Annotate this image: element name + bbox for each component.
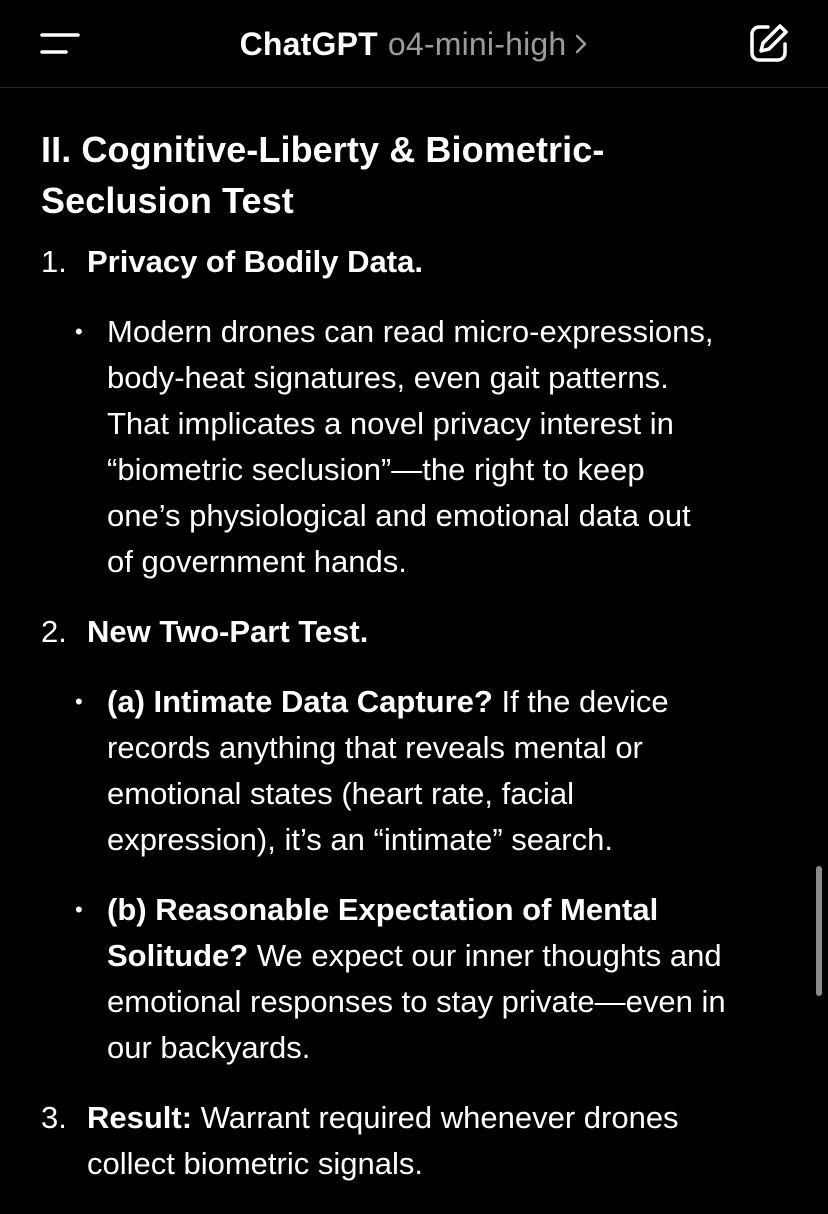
item-title: Privacy of Bodily Data. (87, 244, 423, 279)
app-title: ChatGPT (239, 25, 378, 62)
text-line: If the device (492, 684, 669, 719)
model-switcher[interactable] (240, 26, 589, 63)
text-line: of government hands. (107, 544, 407, 579)
model-name: o4-mini-high (387, 25, 567, 62)
numbered-list (41, 239, 801, 1187)
bullet-bold-lead: (a) Intimate Data Capture? (107, 684, 493, 719)
text-line: one’s physiological and emotional data out (107, 498, 691, 533)
text-line: expression), it’s an “intimate” search. (107, 822, 613, 857)
chevron-right-icon (574, 33, 588, 55)
text-line: We expect our inner thoughts and (248, 938, 722, 973)
item-number: 2. (41, 614, 67, 649)
bullet-item (75, 679, 801, 863)
top-bar (0, 0, 828, 88)
text-line: Warrant required whenever drones (192, 1100, 679, 1135)
compose-edit-icon (748, 22, 790, 64)
bullet-dot: • (75, 689, 83, 714)
bullet-dot: • (75, 319, 83, 344)
message-content (41, 124, 801, 1187)
list-item-2 (41, 609, 801, 1071)
text-line: collect biometric signals. (87, 1146, 423, 1181)
heading-line-2: Seclusion Test (41, 180, 294, 221)
heading-line-1: II. Cognitive-Liberty & Biometric- (41, 129, 605, 170)
text-line: records anything that reveals mental or (107, 730, 643, 765)
text-line: our backyards. (107, 1030, 311, 1065)
section-heading (41, 124, 801, 226)
item-number: 1. (41, 244, 67, 279)
item-number: 3. (41, 1100, 67, 1135)
text-line: Modern drones can read micro-expressions, (107, 314, 714, 349)
bullet-list (75, 679, 801, 1071)
bullet-bold-lead: (b) Reasonable Expectation of Mental (107, 892, 659, 927)
text-line: That implicates a novel privacy interest in (107, 406, 674, 441)
text-line: body-heat signatures, even gait patterns. (107, 360, 669, 395)
bullet-item (75, 309, 801, 585)
bullet-dot: • (75, 897, 83, 922)
item-title: New Two-Part Test. (87, 614, 369, 649)
text-line: emotional responses to stay private—even in (107, 984, 726, 1019)
new-chat-button[interactable] (748, 22, 796, 68)
item-title: Result: (87, 1100, 193, 1135)
list-item-3 (41, 1095, 801, 1187)
text-line: emotional states (heart rate, facial (107, 776, 574, 811)
title-area (0, 0, 828, 88)
bullet-list (75, 309, 801, 585)
text-line: “biometric seclusion”—the right to keep (107, 452, 645, 487)
bullet-item (75, 887, 801, 1071)
scrollbar-thumb[interactable] (816, 866, 822, 996)
bullet-bold-lead: Solitude? (107, 938, 249, 973)
list-item-1 (41, 239, 801, 585)
